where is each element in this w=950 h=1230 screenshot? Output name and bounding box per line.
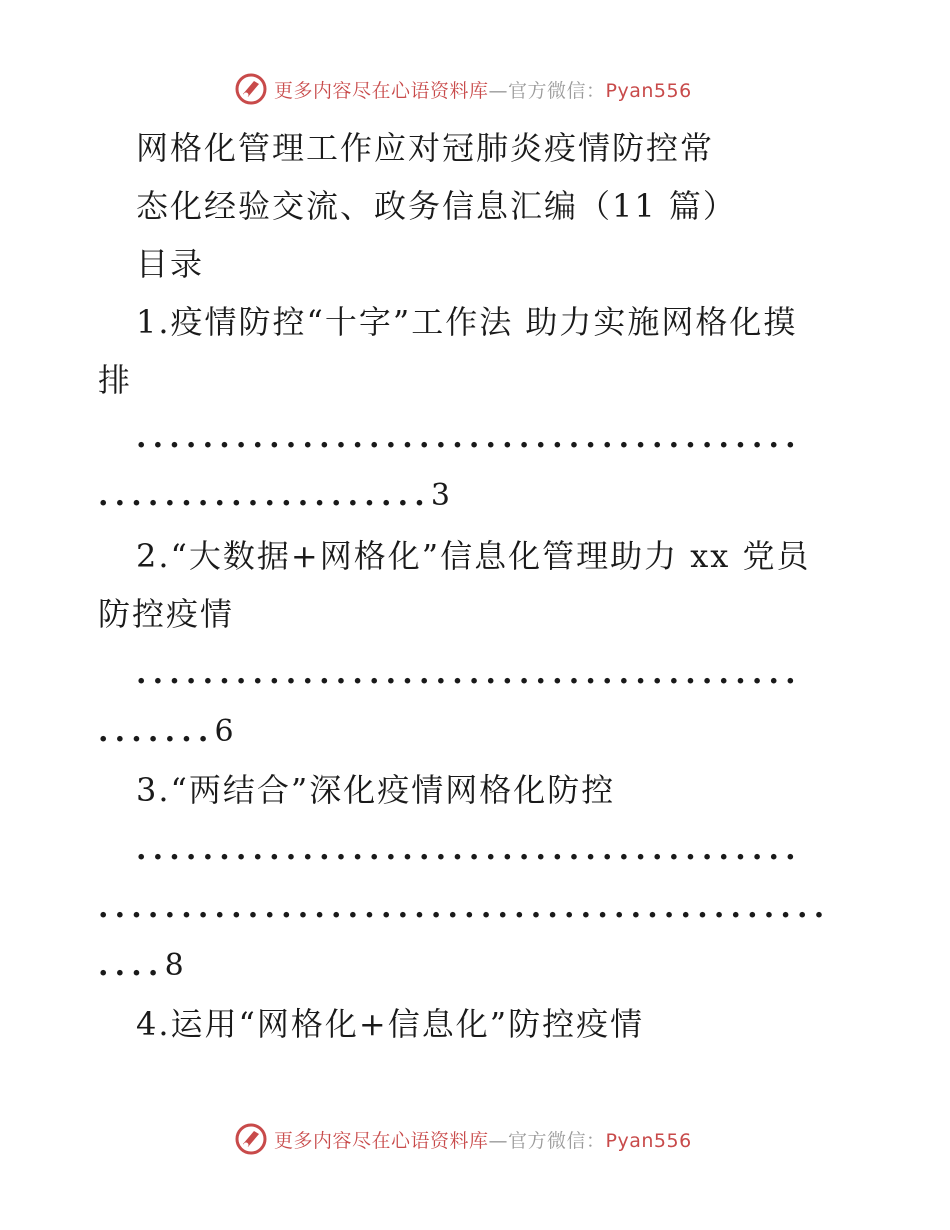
- watermark-text: 更多内容尽在心语资料库—官方微信：Pyan556: [274, 1129, 692, 1152]
- toc-item-1-leader-cont: ....................3: [98, 478, 450, 513]
- toc-item-2-leader: ........................................: [136, 656, 802, 691]
- toc-item-2-title-cont[interactable]: 防控疫情: [98, 595, 235, 633]
- toc-item-1-page: 3: [430, 478, 450, 513]
- toc-item-3-leader-end: ....8: [98, 948, 184, 983]
- toc-item-3-title[interactable]: 3.“两结合”深化疫情网格化防控: [136, 771, 616, 809]
- brand-logo-icon: [234, 72, 268, 106]
- toc-item-1-leader: ........................................: [136, 420, 802, 455]
- toc-heading: 目录: [136, 245, 205, 283]
- toc-item-3-leader-cont: ............................................: [98, 890, 831, 925]
- toc-item-2-page: 6: [214, 714, 234, 749]
- toc-item-4-title[interactable]: 4.运用“网格化+信息化”防控疫情: [136, 1005, 645, 1043]
- watermark-text: 更多内容尽在心语资料库—官方微信：Pyan556: [274, 79, 692, 102]
- toc-item-1-title[interactable]: 1.疫情防控“十字”工作法 助力实施网格化摸: [136, 303, 798, 341]
- brand-logo-icon: [234, 1122, 268, 1156]
- watermark-banner-bottom: [234, 1122, 692, 1156]
- watermark-banner-top: [234, 72, 692, 106]
- toc-item-3-page: 8: [164, 948, 184, 983]
- toc-item-3-leader: ........................................: [136, 832, 802, 867]
- document-title-line-2: 态化经验交流、政务信息汇编（11 篇）: [136, 187, 737, 225]
- toc-item-2-leader-cont: .......6: [98, 714, 234, 749]
- toc-item-2-title[interactable]: 2.“大数据+网格化”信息化管理助力 xx 党员: [136, 537, 811, 575]
- document-title-line-1: 网格化管理工作应对冠肺炎疫情防控常: [136, 129, 715, 167]
- toc-item-1-title-cont[interactable]: 排: [98, 361, 133, 399]
